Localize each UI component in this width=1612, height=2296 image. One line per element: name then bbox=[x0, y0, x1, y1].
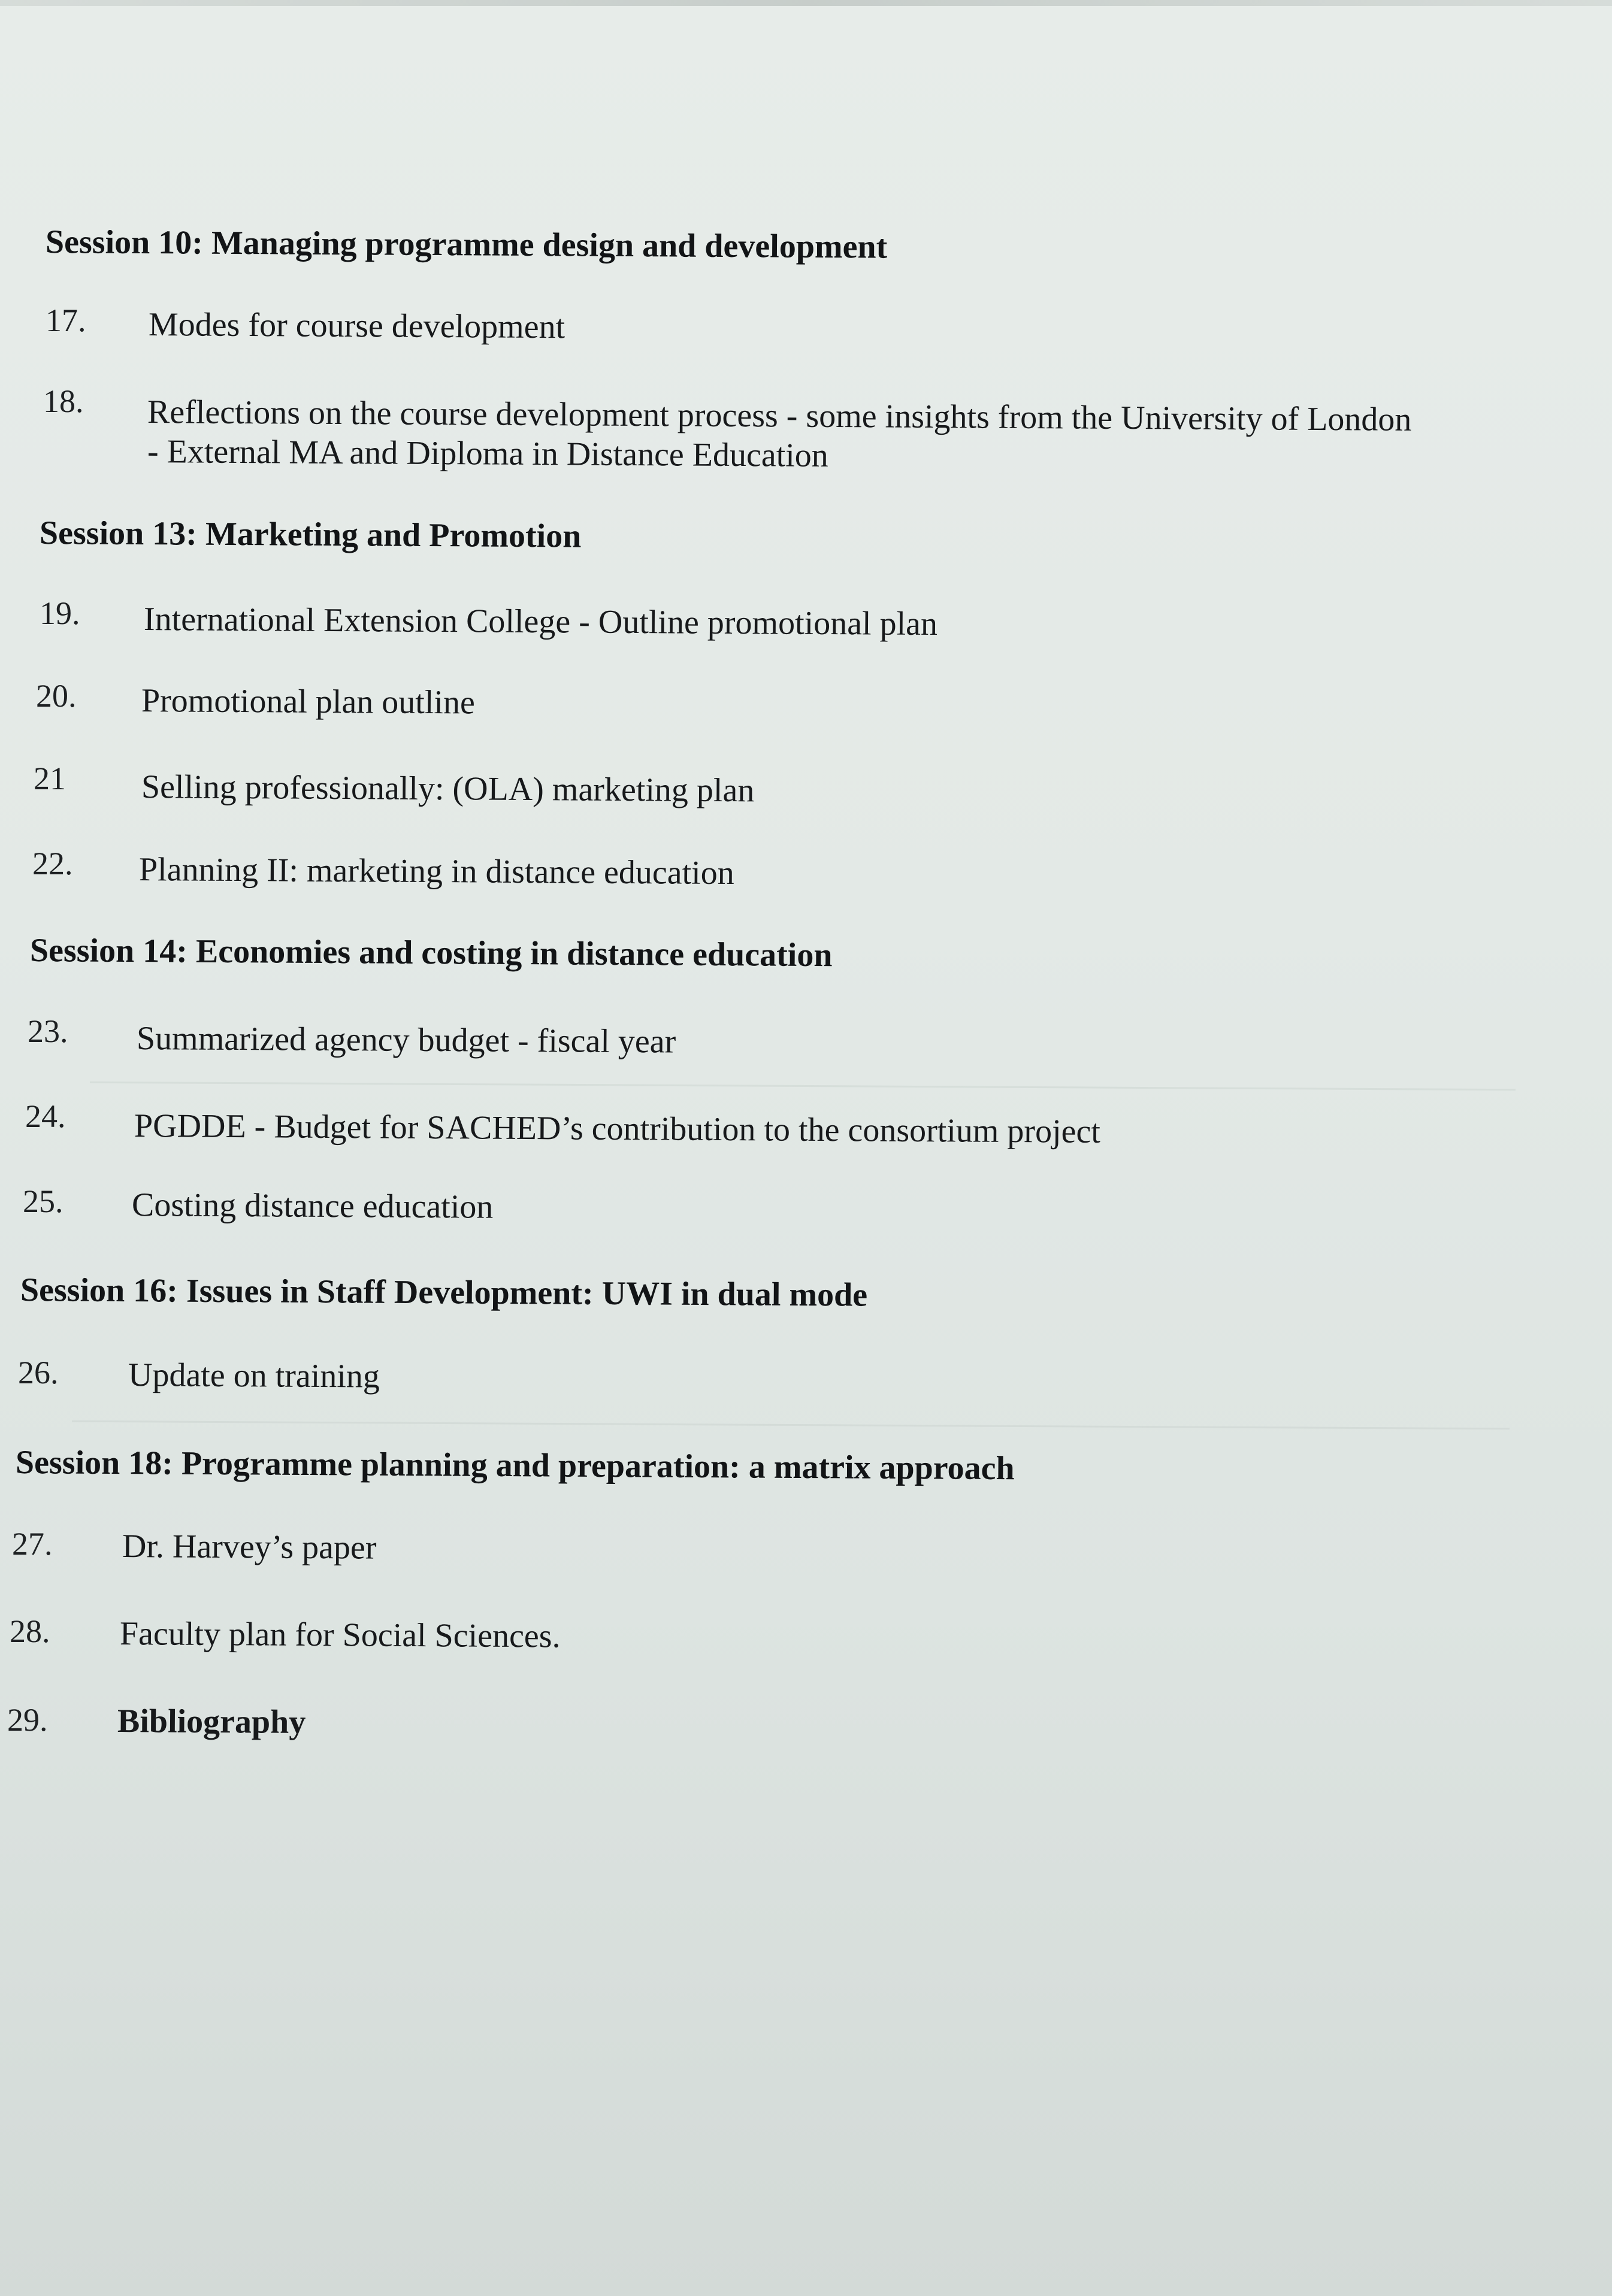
list-item-number: 18. bbox=[43, 383, 84, 419]
section-heading: Session 13: Marketing and Promotion bbox=[39, 514, 582, 555]
list-item-text: International Extension College - Outline promotional plan bbox=[143, 601, 938, 643]
section-heading: Session 18: Programme planning and preparation: a matrix approach bbox=[15, 1444, 1015, 1488]
list-item-text: Reflections on the course development process - some insights from the University of London bbox=[147, 393, 1412, 438]
list-item-number: 23. bbox=[28, 1013, 68, 1049]
list-item-number: 29. bbox=[7, 1702, 48, 1738]
show-through-rule bbox=[72, 1420, 1510, 1430]
list-item-text: Costing distance education bbox=[131, 1186, 494, 1226]
list-item-number: 24. bbox=[25, 1098, 66, 1134]
section-heading: Session 10: Managing programme design and development bbox=[45, 223, 888, 266]
list-item-number: 17. bbox=[46, 302, 86, 338]
list-item-text: PGDDE - Budget for SACHED’s contribution to the consortium project bbox=[134, 1107, 1101, 1150]
list-item-number: 22. bbox=[32, 846, 73, 882]
list-item-number: 19. bbox=[40, 595, 80, 631]
list-item-number: 28. bbox=[10, 1613, 50, 1649]
section-heading: Session 16: Issues in Staff Development: UWI in dual mode bbox=[20, 1271, 868, 1314]
list-item-text: Bibliography bbox=[117, 1703, 306, 1741]
list-item-number: 21 bbox=[34, 761, 66, 796]
list-item-text: Planning II: marketing in distance education bbox=[138, 851, 734, 892]
list-item-text: Dr. Harvey’s paper bbox=[122, 1528, 377, 1567]
list-item-text: Promotional plan outline bbox=[141, 682, 476, 722]
page-top-edge bbox=[0, 0, 1612, 6]
list-item-number: 27. bbox=[12, 1526, 53, 1562]
list-item-text: Faculty plan for Social Sciences. bbox=[119, 1615, 561, 1655]
list-item-text: Summarized agency budget - fiscal year bbox=[136, 1020, 676, 1061]
list-item-text: Selling professionally: (OLA) marketing plan bbox=[141, 768, 755, 810]
list-item-number: 26. bbox=[18, 1355, 59, 1391]
list-item-number: 20. bbox=[36, 678, 77, 714]
list-item-number: 25. bbox=[23, 1183, 63, 1219]
section-heading: Session 14: Economies and costing in distance education bbox=[29, 932, 833, 974]
list-item-text: - External MA and Diploma in Distance Education bbox=[147, 433, 828, 474]
list-item-text: Modes for course development bbox=[148, 306, 565, 346]
show-through-rule bbox=[90, 1082, 1516, 1091]
list-item-text: Update on training bbox=[128, 1356, 380, 1395]
